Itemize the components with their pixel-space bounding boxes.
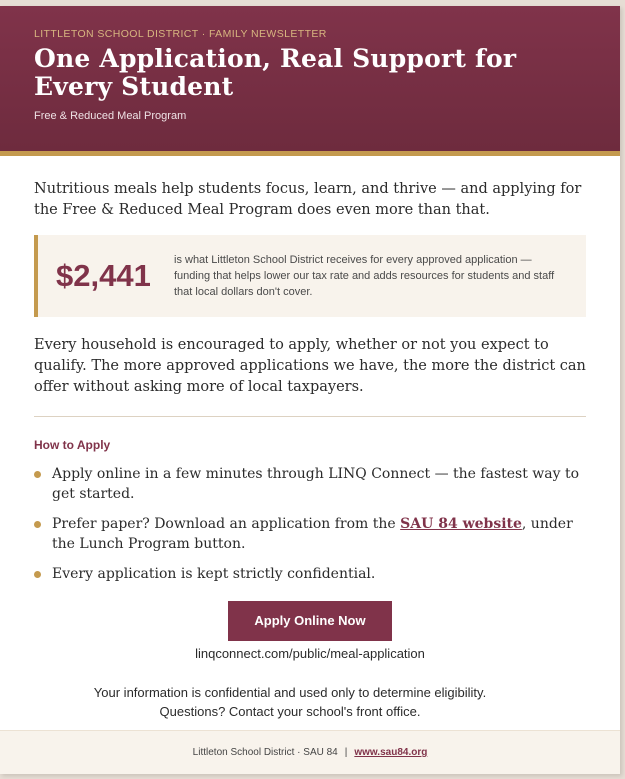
step-text: Apply online in a few minutes through LINQ Connect — the fastest way to get started. bbox=[52, 466, 580, 502]
list-item bbox=[34, 514, 586, 554]
page-subtitle: Free & Reduced Meal Program bbox=[34, 110, 187, 122]
newsletter-header bbox=[0, 6, 620, 156]
sau84-website-link[interactable]: SAU 84 website bbox=[400, 516, 522, 532]
funding-callout bbox=[34, 235, 586, 317]
application-url: linqconnect.com/public/meal-application bbox=[195, 646, 425, 661]
intro-paragraph: Nutritious meals help students focus, learn, and thrive — and applying for the Free & Reduced Meal Program does even more than that. bbox=[34, 181, 582, 218]
footer-text: Littleton School District · SAU 84 bbox=[192, 747, 338, 758]
step-text: Every application is kept strictly confidential. bbox=[52, 566, 376, 582]
funding-description: is what Littleton School District receives for every approved application — funding that helps lower our tax rate and adds resources for students and staff that local dollars don't cover. bbox=[174, 254, 555, 298]
newsletter-body bbox=[0, 179, 620, 721]
bullet-dot-icon bbox=[34, 471, 41, 478]
how-to-apply-list bbox=[34, 464, 586, 584]
page-title: One Application, Real Support for Every Student bbox=[34, 44, 517, 101]
apply-online-button[interactable]: Apply Online Now bbox=[228, 601, 392, 641]
cta-section bbox=[34, 601, 586, 641]
footer-separator: | bbox=[344, 747, 348, 758]
bullet-dot-icon bbox=[34, 521, 41, 528]
newsletter-eyebrow: LITTLETON SCHOOL DISTRICT · FAMILY NEWSLETTER bbox=[34, 28, 327, 40]
newsletter-card bbox=[0, 6, 620, 774]
how-to-apply-heading: How to Apply bbox=[34, 438, 111, 452]
footer-website-link[interactable]: www.sau84.org bbox=[354, 747, 428, 758]
bullet-dot-icon bbox=[34, 571, 41, 578]
list-item bbox=[34, 464, 586, 504]
confidentiality-note: Your information is confidential and used only to determine eligibility. Questions? Contact your school's front office. bbox=[93, 685, 487, 719]
step-text-before: Prefer paper? Download an application from the bbox=[52, 516, 401, 532]
list-item bbox=[34, 564, 586, 584]
step-text-after: , under the Lunch Program button. bbox=[52, 516, 573, 552]
encourage-paragraph: Every household is encouraged to apply, whether or not you expect to qualify. The more approved applications we have, the more the district can offer without asking more of local taxpayers. bbox=[34, 337, 586, 395]
newsletter-footer bbox=[0, 730, 620, 774]
section-divider bbox=[34, 416, 586, 417]
funding-amount: $2,441 bbox=[56, 258, 151, 293]
